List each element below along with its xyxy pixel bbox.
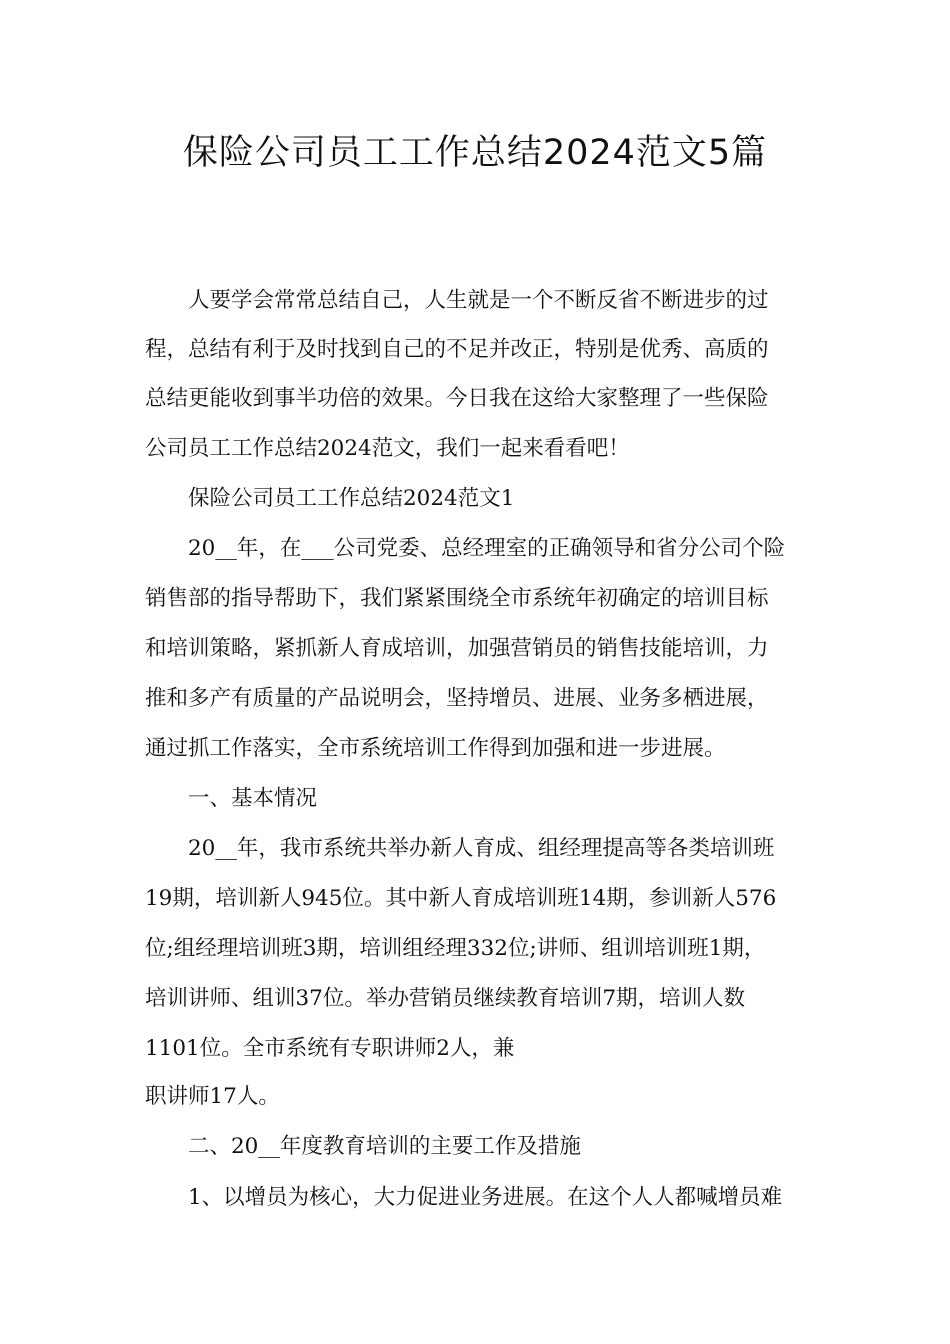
paragraph-line: 和培训策略，紧抓新人育成培训，加强营销员的销售技能培训，力: [145, 636, 769, 661]
document-title: 保险公司员工工作总结2024范文5篇: [182, 133, 768, 173]
paragraph-line: 程，总结有利于及时找到自己的不足并改正，特别是优秀、高质的: [145, 337, 769, 362]
paragraph-line: 培训讲师、组训37位。举办营销员继续教育培训7期，培训人数: [145, 986, 746, 1011]
paragraph-line: 1、以增员为核心，大力促进业务进展。在这个人人都喊增员难: [188, 1185, 783, 1210]
paragraph-line: 销售部的指导帮助下，我们紧紧围绕全市系统年初确定的培训目标: [145, 586, 769, 611]
paragraph-line: 公司员工工作总结2024范文，我们一起来看看吧！: [145, 436, 630, 461]
section-heading: 一、基本情况: [188, 786, 318, 811]
paragraph-line: 20__年，在___公司党委、总经理室的正确领导和省分公司个险: [188, 536, 786, 561]
paragraph-line: 职讲师17人。: [145, 1084, 280, 1109]
paragraph-line: 总结更能收到事半功倍的效果。今日我在这给大家整理了一些保险: [145, 386, 769, 411]
paragraph-line: 19期，培训新人945位。其中新人育成培训班14期，参训新人576: [145, 886, 777, 911]
paragraph-line: 推和多产有质量的产品说明会，坚持增员、进展、业务多栖进展，: [145, 686, 769, 711]
paragraph-line: 20__年，我市系统共举办新人育成、组经理提高等各类培训班: [188, 836, 775, 861]
section-heading: 保险公司员工工作总结2024范文1: [188, 486, 515, 511]
paragraph-line: 1101位。全市系统有专职讲师2人，兼: [145, 1036, 515, 1061]
paragraph-line: 通过抓工作落实，全市系统培训工作得到加强和进一步进展。: [145, 736, 726, 761]
paragraph-line: 人要学会常常总结自己，人生就是一个不断反省不断进步的过: [188, 288, 769, 313]
section-heading: 二、20__年度教育培训的主要工作及措施: [188, 1134, 581, 1159]
paragraph-line: 位;组经理培训班3期，培训组经理332位;讲师、组训培训班1期，: [145, 936, 766, 961]
